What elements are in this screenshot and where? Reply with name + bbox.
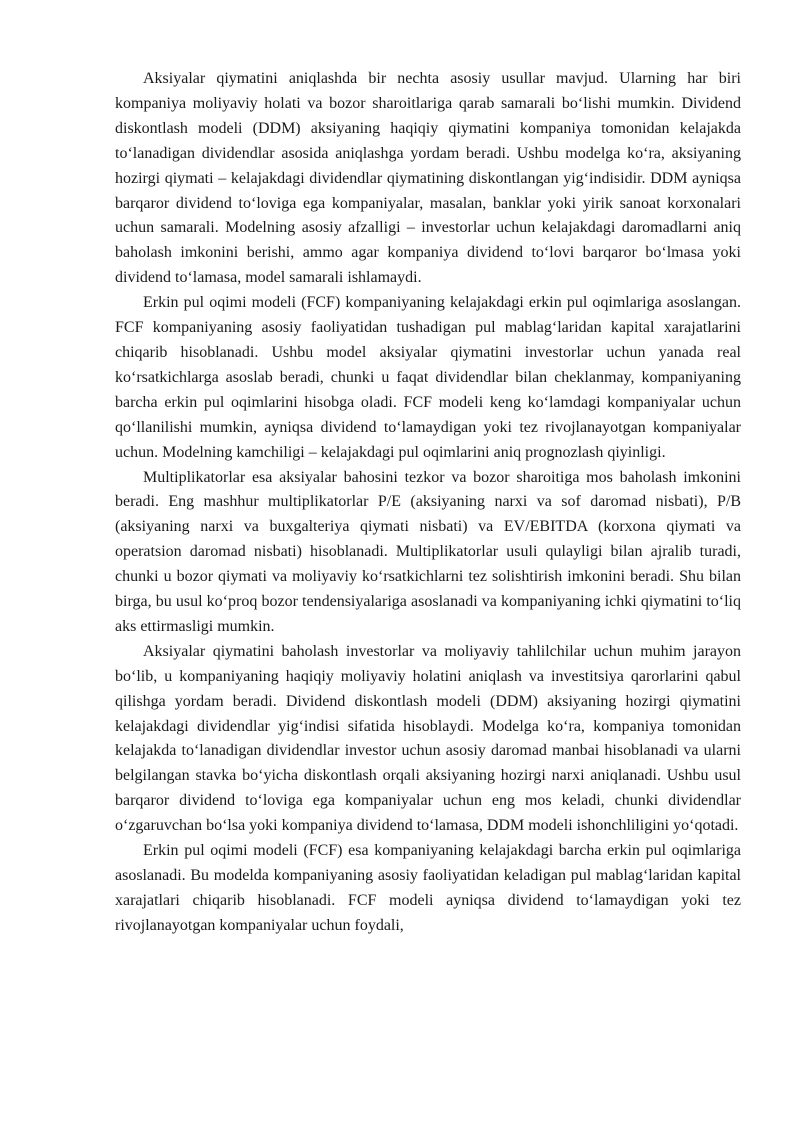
body-text	[115, 67, 741, 939]
paragraph-4: Aksiyalar qiymatini baholash investorlar va moliyaviy tahlilchilar uchun muhim jarayon boʻlib, u kompaniyaning haqiqiy moliyaviy holatini aniqlash va investitsiya qarorlarini qabul qilishga yordam beradi. Dividend diskontlash modeli (DDM) aksiyaning hozirgi qiymatini kelajakdagi dividendlar yigʻindisi sifatida hisoblaydi. Modelga koʻra, kompaniya tomonidan kelajakda toʻlanadigan dividendlar investor uchun asosiy daromad manbai hisoblanadi va ularni belgilangan stavka boʻyicha diskontlash orqali aksiyaning hozirgi narxi aniqlanadi. Ushbu usul barqaror dividend toʻloviga ega kompaniyalar uchun eng mos keladi, chunki dividendlar oʻzgaruvchan boʻlsa yoki kompaniya dividend toʻlamasa, DDM modeli ishonchliligini yoʻqotadi.	[115, 642, 741, 835]
paragraph-3: Multiplikatorlar esa aksiyalar bahosini tezkor va bozor sharoitiga mos baholash imkonini beradi. Eng mashhur multiplikatorlar P/E (aksiyaning narxi va sof daromad nisbati), P/B (aksiyaning narxi va buxgalteriya qiymati nisbati) va EV/EBITDA (korxona qiymati va operatsion daromad nisbati) hisoblanadi. Multiplikatorlar usuli qulayligi bilan ajralib turadi, chunki u bozor qiymati va moliyaviy koʻrsatkichlarni tez solishtirish imkonini beradi. Shu bilan birga, bu usul koʻproq bozor tendensiyalariga asoslanadi va kompaniyaning ichki qiymatini toʻliq aks ettirmasligi mumkin.	[115, 468, 741, 635]
paragraph-5: Erkin pul oqimi modeli (FCF) esa kompaniyaning kelajakdagi barcha erkin pul oqimlariga asoslanadi. Bu modelda kompaniyaning asosiy faoliyatidan keladigan pul mablagʻlaridan kapital xarajatlari chiqarib hisoblanadi. FCF modeli ayniqsa dividend toʻlamaydigan yoki tez rivojlanayotgan kompaniyalar uchun foydali,	[115, 842, 741, 934]
paragraph-2: Erkin pul oqimi modeli (FCF) kompaniyaning kelajakdagi erkin pul oqimlariga asoslangan. FCF kompaniyaning asosiy faoliyatidan tushadigan pul mablagʻlaridan kapital xarajatlarini chiqarib hisoblanadi. Ushbu model aksiyalar qiymatini investorlar uchun yanada real koʻrsatkichlarga asoslab beradi, chunki u faqat dividendlar bilan cheklanmay, kompaniyaning barcha erkin pul oqimlarini hisobga oladi. FCF modeli keng koʻlamdagi kompaniyalar uchun qoʻllanilishi mumkin, ayniqsa dividend toʻlamaydigan yoki tez rivojlanayotgan kompaniyalar uchun. Modelning kamchiligi – kelajakdagi pul oqimlarini aniq prognozlash qiyinligi.	[115, 294, 741, 461]
paragraph-1: Aksiyalar qiymatini aniqlashda bir nechta asosiy usullar mavjud. Ularning har biri kompaniya moliyaviy holati va bozor sharoitlariga qarab samarali boʻlishi mumkin. Dividend diskontlash modeli (DDM) aksiyaning haqiqiy qiymatini kompaniya tomonidan kelajakda toʻlanadigan dividendlar asosida aniqlashga yordam beradi. Ushbu modelga koʻra, aksiyaning hozirgi qiymati – kelajakdagi dividendlar qiymatining diskontlangan yigʻindisidir. DDM ayniqsa barqaror dividend toʻloviga ega kompaniyalar, masalan, banklar yoki yirik sanoat korxonalari uchun samarali. Modelning asosiy afzalligi – investorlar uchun kelajakdagi daromadlarni aniq baholash imkonini berishi, ammo agar kompaniya dividend toʻlovi barqaror boʻlmasa yoki dividend toʻlamasa, model samarali ishlamaydi.	[115, 70, 741, 287]
